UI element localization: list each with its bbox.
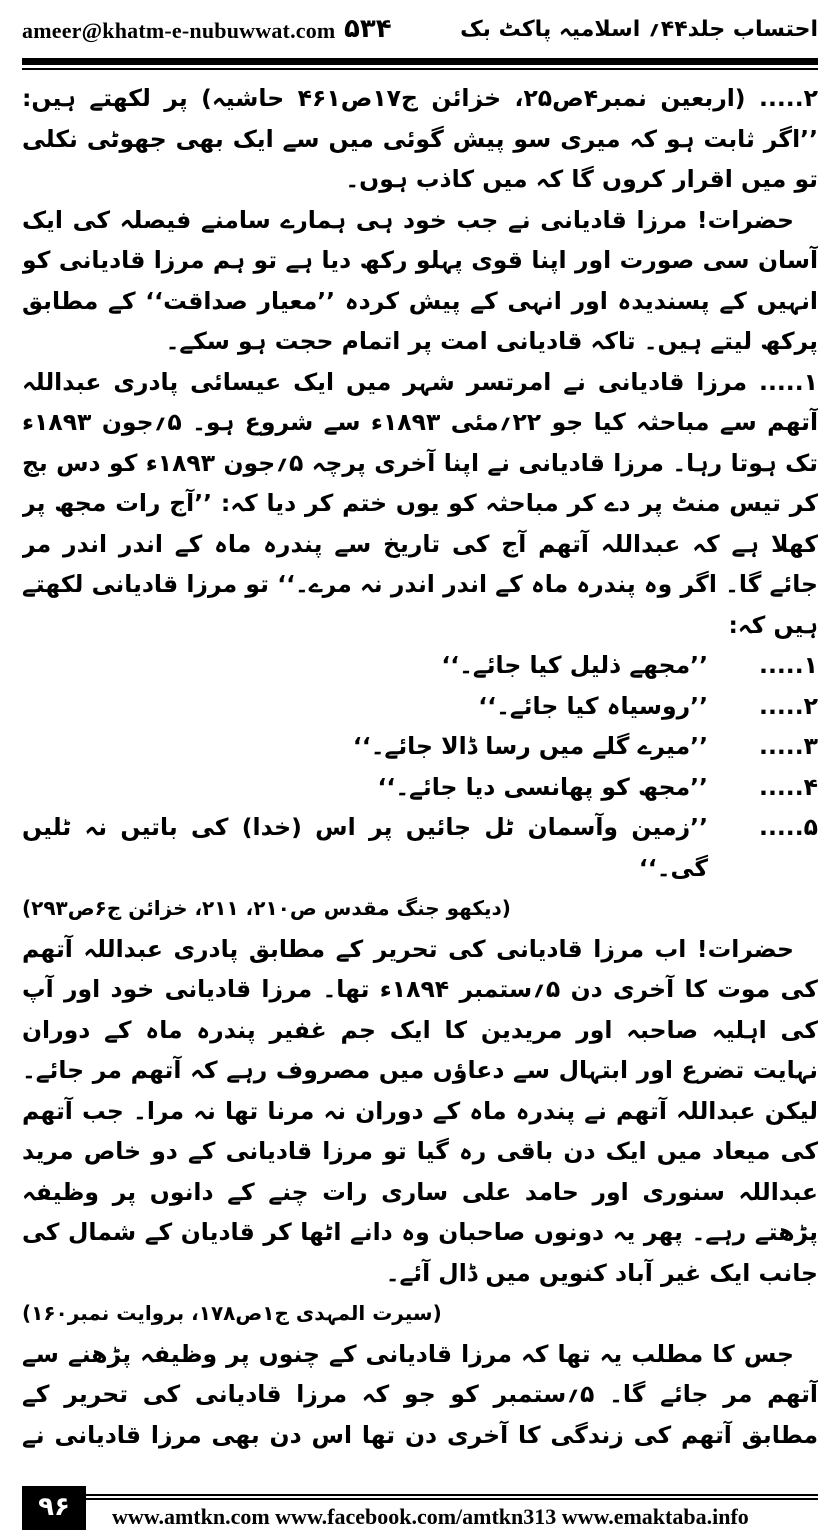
paragraph-5: جس کا مطلب یہ تھا کہ مرزا قادیانی کے چنوں پر وظیفہ پڑھنے سے آتھم مر جائے گا۔ ۵؍ستمبر کو جو کہ مرزا قادیانی کی تحریر کے مطابق آتھم کی زندگی کا آخری دن تھا اس دن بھی مرزا قادیانی نے <box>22 1339 818 1449</box>
header-email[interactable]: ameer@khatm-e-nubuwwat.com <box>22 18 336 43</box>
header-rule-thick <box>22 58 818 65</box>
footer-links[interactable]: www.amtkn.com www.facebook.com/amtkn313 www.emaktaba.info <box>112 1504 749 1529</box>
list-text: ’’میرے گلے میں رسا ڈالا جائے۔‘‘ <box>352 732 708 760</box>
list-text: ’’روسیاہ کیا جائے۔‘‘ <box>478 691 708 720</box>
list-item <box>22 726 818 767</box>
footer-rule-2 <box>22 1498 818 1500</box>
header-rule-thin <box>22 68 818 70</box>
list-item <box>22 686 818 727</box>
page-body <box>22 78 818 1454</box>
list-number: ۳..... <box>759 732 818 760</box>
list-number: ۴..... <box>759 772 818 801</box>
list-number: ۵..... <box>759 813 818 841</box>
list-item <box>22 645 818 686</box>
book-title: احتساب جلد۴۴؍ اسلامیہ پاکٹ بک <box>460 17 818 42</box>
citation-seerat-ul-mahdi: (سیرت المہدی ج۱ص۱۷۸، بروایت نمبر۱۶۰) <box>22 1301 442 1325</box>
footer-rule <box>22 1494 818 1496</box>
paragraph-3: ۱..... مرزا قادیانی نے امرتسر شہر میں ایک عیسائی پادری عبداللہ آتھم سے مباحثہ کیا جو ۲۲؍مئی ۱۸۹۳ء سے شروع ہو۔ ۵؍جون ۱۸۹۳ء تک ہوتا رہا۔ مرزا قادیانی نے اپنا آخری پرچہ ۵؍جون ۱۸۹۳ء کو دس بج کر تیس منٹ پر دے کر مباحثہ کو یوں ختم کر دیا کہ: ’’آج رات مجھ پر کھلا ہے کہ عبداللہ آتھم آج کی تاریخ سے پندرہ ماہ کے اندر اندر مر جائے گا۔ اگر وہ پندرہ ماہ کے اندر اندر نہ مرے۔‘‘ تو مرزا قادیانی لکھتے ہیں کہ: <box>22 367 818 639</box>
citation-jang-muqaddas: (دیکھو جنگ مقدس ص۲۱۰، ۲۱۱، خزائن ج۶ص۲۹۳) <box>22 896 511 920</box>
list-text: ’’مجھے ذلیل کیا جائے۔‘‘ <box>441 651 708 679</box>
paragraph-2: حضرات! مرزا قادیانی نے جب خود ہی ہمارے سامنے فیصلہ کی ایک آسان سی صورت اور اپنا قوی پہلو رکھ دیا ہے تو ہم مرزا قادیانی کو انہیں کے پسندیدہ اور انہی کے پیش کردہ ’’معیار صداقت‘‘ کے مطابق پرکھ لیتے ہیں۔ تاکہ قادیانی امت پر اتمام حجت ہو سکے۔ <box>22 205 818 355</box>
consequence-list <box>22 645 818 888</box>
paragraph-4: حضرات! اب مرزا قادیانی کی تحریر کے مطابق پادری عبداللہ آتھم کی موت کا آخری دن ۵؍ستمبر ۱۸۹۴ء تھا۔ مرزا قادیانی خود اور آپ کی اہلیہ صاحبہ اور مریدین کا ایک جم غفیر پندرہ ماہ کے دوران نہایت تضرع اور ابتہال سے دعاؤں میں مصروف رہے کہ آتھم مر جائے۔ لیکن عبداللہ آتھم نے پندرہ ماہ کے دوران نہ مرنا تھا نہ مرا۔ جب آتھم کی میعاد میں ایک دن باقی رہ گیا تو مرزا قادیانی کے دو خاص مرید عبداللہ سنوری اور حامد علی ساری رات چنے کے دانوں پر وظیفہ پڑھتے رہے۔ پھر یہ دونوں صاحبان وہ دانے اٹھا کر قادیان کے شمال کی جانب ایک غیر آباد کنویں میں ڈال آئے۔ <box>22 934 818 1287</box>
list-number: ۱..... <box>759 651 818 679</box>
list-text: ’’زمین وآسمان ٹل جائیں پر اس (خدا) کی باتیں نہ ٹلیں گی۔‘‘ <box>22 813 708 882</box>
list-item <box>22 807 818 888</box>
list-number: ۲..... <box>759 691 818 720</box>
page-header <box>22 14 818 54</box>
page-number-box: ۹۶ <box>22 1486 86 1530</box>
book-page-number: ۵۳۴ <box>344 14 392 44</box>
list-text: ’’مجھ کو پھانسی دیا جائے۔‘‘ <box>377 772 708 801</box>
page-footer <box>22 1488 818 1532</box>
paragraph-1: ۲..... (اربعین نمبر۴ص۲۵، خزائن ج۱۷ص۴۶۱ حاشیہ) پر لکھتے ہیں: ’’اگر ثابت ہو کہ میری سو پیش گوئی میں سے ایک بھی جھوٹی نکلی تو میں اقرار کروں گا کہ میں کاذب ہوں۔ <box>22 84 818 193</box>
list-item <box>22 767 818 808</box>
